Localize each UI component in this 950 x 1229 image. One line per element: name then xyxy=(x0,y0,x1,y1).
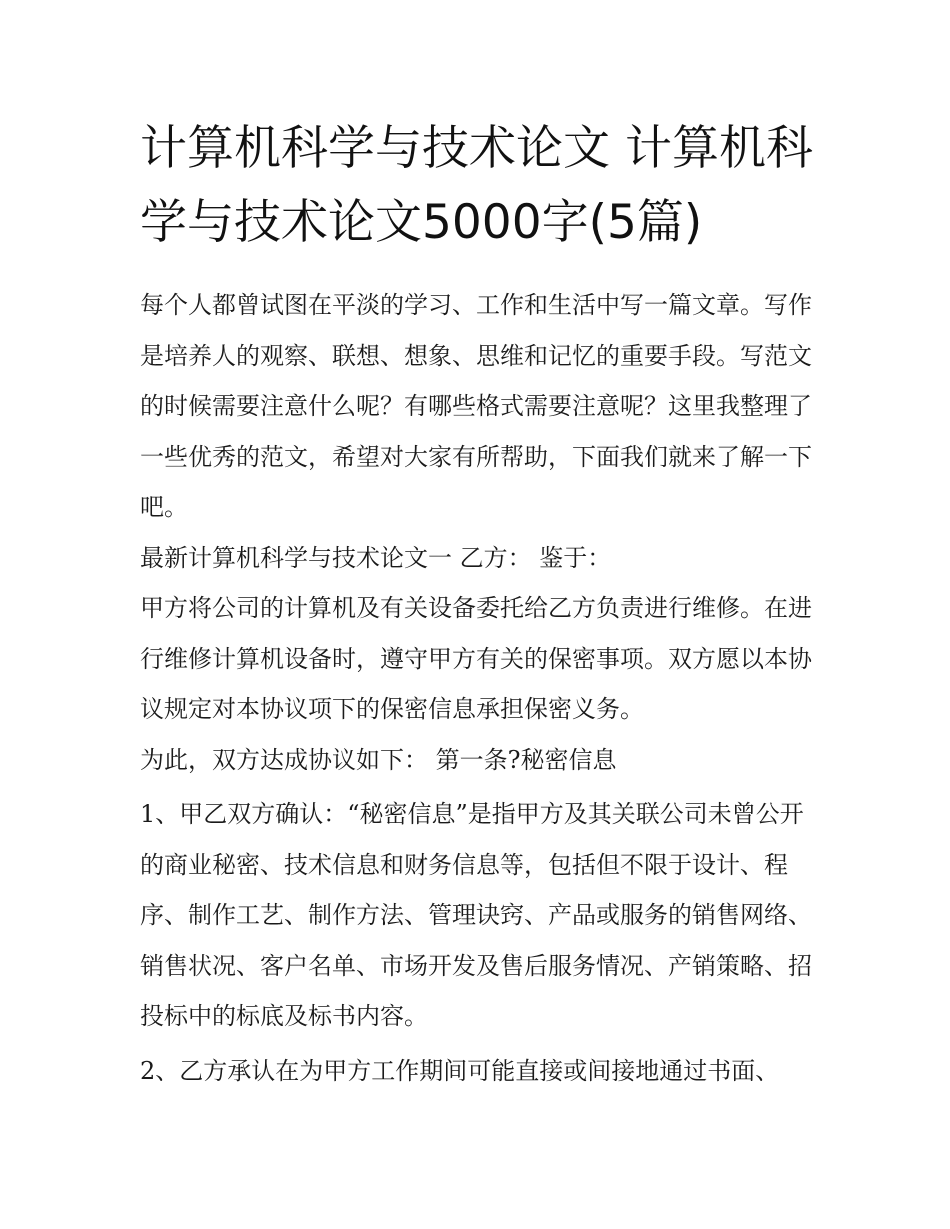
clause-1-paragraph: 1、甲乙双方确认：“秘密信息”是指甲方及其关联公司未曾公开的商业秘密、技术信息和财务信息等，包括但不限于设计、程序、制作工艺、制作方法、管理诀窍、产品或服务的销售网络、销售状况、客户名单、市场开发及售后服务情况、产销策略、招投标中的标底及标书内容。 xyxy=(140,800,812,1030)
clause-2-paragraph: 2、乙方承认在为甲方工作期间可能直接或间接地通过书面、 xyxy=(140,1056,780,1085)
entrustment-paragraph: 甲方将公司的计算机及有关设备委托给乙方负责进行维修。在进行维修计算机设备时，遵守甲方有关的保密事项。双方愿以本协议规定对本协议项下的保密信息承担保密义务。 xyxy=(140,594,812,723)
document-body xyxy=(140,280,820,1096)
document-title: 计算机科学与技术论文 计算机科学与技术论文5000字(5篇) xyxy=(140,121,813,250)
intro-paragraph: 每个人都曾试图在平淡的学习、工作和生活中写一篇文章。写作是培养人的观察、联想、想象、思维和记忆的重要手段。写范文的时候需要注意什么呢？有哪些格式需要注意呢？这里我整理了一些优秀的范文，希望对大家有所帮助，下面我们就来了解一下吧。 xyxy=(140,291,812,521)
article-one-heading: 为此，双方达成协议如下： 第一条?秘密信息 xyxy=(140,745,617,774)
section-heading-paragraph: 最新计算机科学与技术论文一 乙方： 鉴于： xyxy=(140,543,612,572)
